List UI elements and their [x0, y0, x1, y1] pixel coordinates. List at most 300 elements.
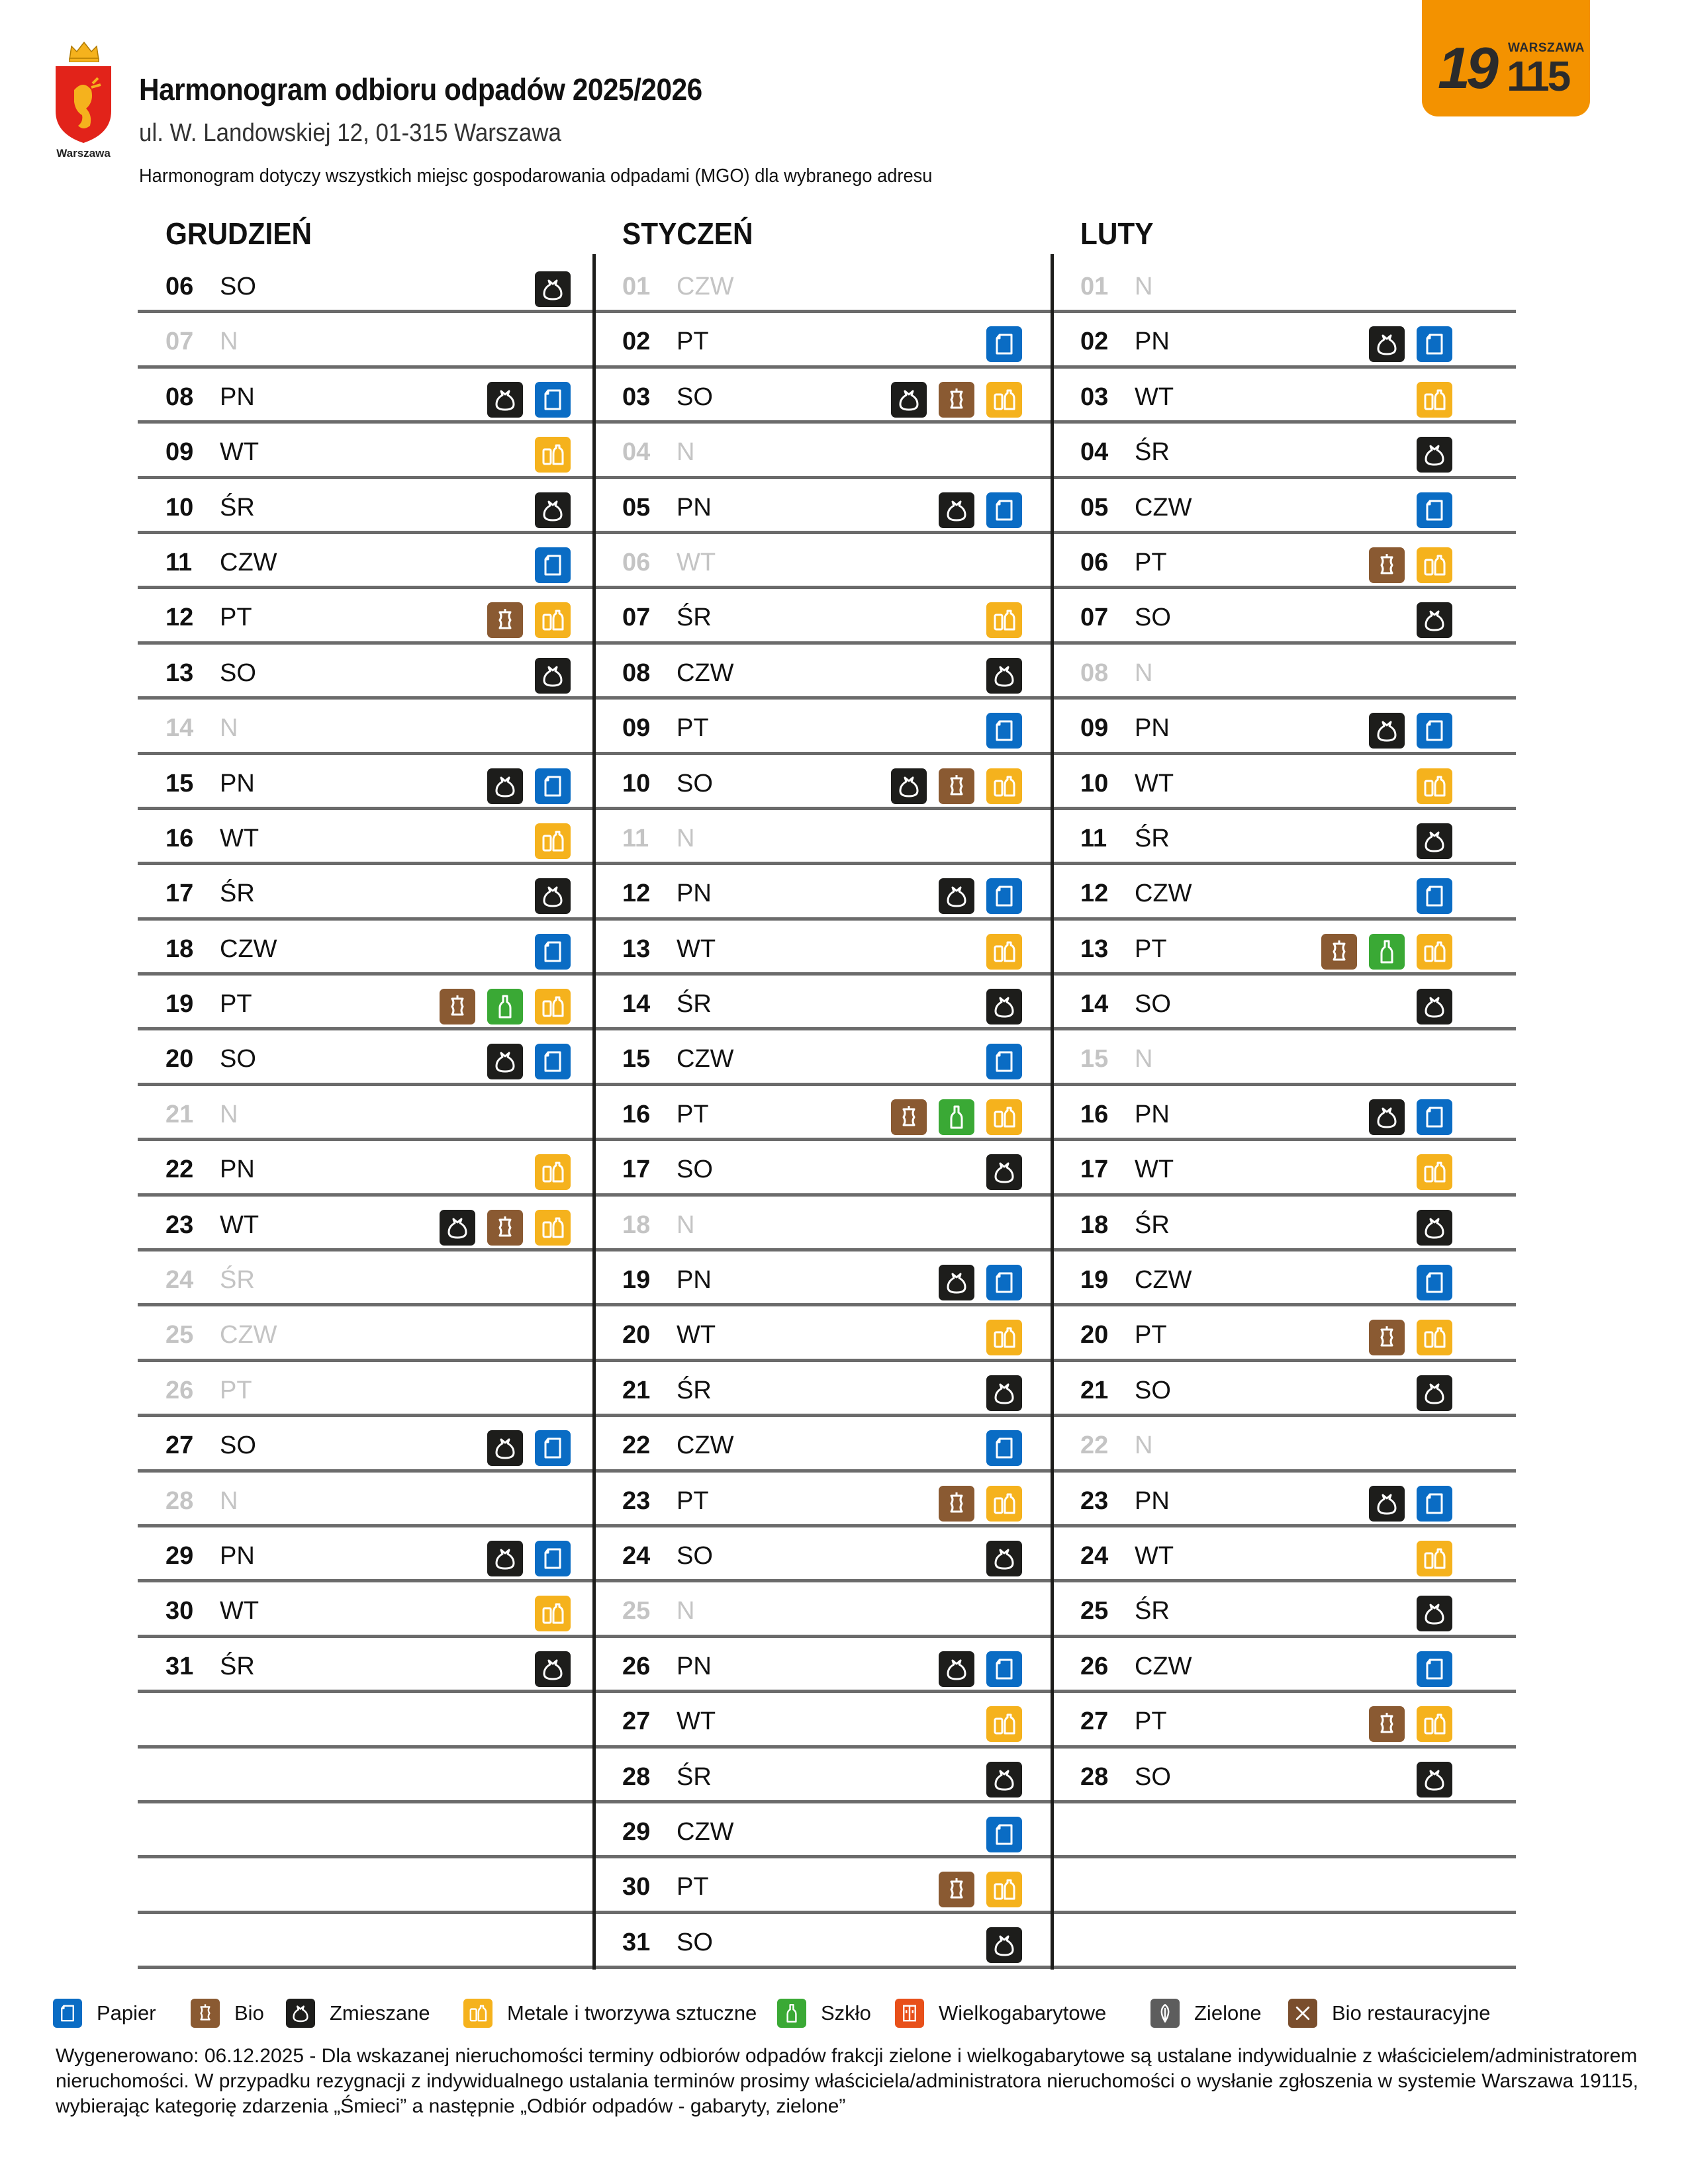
day-row	[594, 976, 1053, 1030]
waste-icons	[986, 713, 1022, 749]
day-row	[1053, 645, 1516, 700]
day-number: 21	[165, 1100, 194, 1128]
weekday: N	[677, 1597, 695, 1625]
crest-label: Warszawa	[56, 147, 111, 159]
weekday: ŚR	[677, 1762, 712, 1791]
mixed-waste-icon	[1417, 989, 1452, 1024]
waste-icons	[1417, 1265, 1452, 1300]
day-number: 18	[622, 1210, 651, 1239]
day-row	[594, 1417, 1053, 1472]
day-row	[594, 313, 1053, 368]
waste-icons	[939, 1651, 1022, 1687]
mixed-waste-icon	[535, 1651, 571, 1687]
paper-icon	[1417, 1265, 1452, 1300]
weekday: PT	[677, 328, 709, 356]
weekday: SO	[1135, 604, 1171, 632]
month-column-december	[138, 204, 594, 1969]
mixed-waste-icon	[1369, 1486, 1405, 1522]
day-row	[138, 1417, 594, 1472]
waste-icons	[891, 382, 1022, 418]
day-number: 18	[165, 934, 194, 963]
day-row	[594, 258, 1053, 313]
metal-plastic-icon	[535, 823, 571, 859]
warszawa-19115-badge[interactable]	[1422, 0, 1590, 116]
day-number: 17	[1080, 1156, 1109, 1184]
weekday: PN	[1135, 1486, 1170, 1515]
mixed-waste-icon	[1417, 823, 1452, 859]
day-row	[1053, 1251, 1516, 1306]
waste-icons	[1417, 1210, 1452, 1246]
weekday: WT	[677, 548, 716, 576]
day-row	[1053, 921, 1516, 976]
waste-icons	[1369, 1320, 1452, 1355]
day-row	[138, 479, 594, 534]
day-number: 13	[1080, 934, 1109, 963]
page-title: Harmonogram odbioru odpadów 2025/2026	[139, 72, 702, 107]
glass-icon	[939, 1099, 974, 1135]
day-row	[594, 1749, 1053, 1803]
legend-label: Szkło	[821, 2001, 871, 2025]
waste-icons	[986, 1375, 1022, 1411]
mixed-waste-icon	[891, 382, 927, 418]
day-number: 05	[622, 493, 651, 522]
waste-icons	[440, 1210, 571, 1246]
paper-icon	[1417, 1651, 1452, 1687]
day-row	[594, 424, 1053, 478]
day-number: 30	[165, 1597, 194, 1625]
weekday: PT	[677, 714, 709, 743]
waste-icons	[986, 602, 1022, 638]
waste-icons	[1417, 1762, 1452, 1797]
legend-label: Bio	[234, 2001, 264, 2025]
day-row	[1053, 534, 1516, 589]
weekday: ŚR	[677, 990, 712, 1019]
weekday: CZW	[1135, 493, 1192, 522]
day-row	[1053, 1582, 1516, 1637]
day-row	[138, 755, 594, 810]
badge-prefix: 19	[1438, 35, 1495, 101]
legend-item-papier	[53, 1999, 156, 2028]
day-number: 09	[622, 714, 651, 743]
column-divider	[592, 254, 596, 1970]
mixed-waste-icon	[535, 271, 571, 307]
legend-item-metale	[463, 1999, 757, 2028]
schedule-note: Harmonogram dotyczy wszystkich miejsc gospodarowania odpadami (MGO) dla wybranego adresu	[139, 165, 933, 187]
waste-icons	[1369, 1706, 1452, 1742]
day-number: 03	[622, 383, 651, 411]
waste-icons	[487, 1430, 571, 1466]
weekday: PT	[677, 1486, 709, 1515]
paper-icon	[535, 934, 571, 970]
day-number: 19	[1080, 1266, 1109, 1295]
day-number: 11	[165, 548, 193, 576]
weekday: PT	[677, 1873, 709, 1901]
day-number: 17	[622, 1156, 651, 1184]
day-number: 01	[1080, 273, 1109, 300]
weekday: PN	[1135, 328, 1170, 356]
warsaw-crest	[48, 40, 119, 165]
month-title: LUTY	[1080, 216, 1154, 251]
day-number: 07	[165, 328, 194, 356]
paper-icon	[986, 878, 1022, 914]
metal-plastic-icon	[535, 1210, 571, 1246]
weekday: SO	[220, 273, 256, 300]
day-row	[138, 1638, 594, 1693]
day-number: 07	[622, 604, 651, 632]
weekday: CZW	[1135, 1652, 1192, 1680]
weekday: WT	[220, 1597, 259, 1625]
weekday: ŚR	[1135, 1210, 1170, 1239]
mixed-waste-icon	[535, 658, 571, 694]
weekday: ŚR	[677, 1376, 712, 1404]
day-number: 13	[622, 934, 651, 963]
day-row	[594, 810, 1053, 865]
weekday: N	[220, 714, 238, 743]
day-row	[594, 1251, 1053, 1306]
mixed-waste-icon	[487, 1430, 523, 1466]
waste-icons	[986, 1044, 1022, 1079]
column-divider	[1051, 254, 1054, 1970]
waste-icons	[891, 768, 1022, 804]
paper-icon	[986, 1430, 1022, 1466]
weekday: N	[677, 1210, 695, 1239]
day-row	[138, 313, 594, 368]
waste-icons	[535, 878, 571, 914]
day-row	[1053, 1141, 1516, 1196]
waste-icons	[986, 658, 1022, 694]
day-row	[594, 534, 1053, 589]
day-number: 20	[622, 1321, 651, 1349]
paper-icon	[535, 382, 571, 418]
weekday: CZW	[677, 273, 734, 300]
mixed-waste-icon	[891, 768, 927, 804]
day-row	[1053, 1749, 1516, 1803]
mixed-waste-icon	[1369, 713, 1405, 749]
day-row	[138, 1749, 594, 1803]
day-number: 12	[1080, 880, 1109, 908]
day-row	[1053, 1858, 1516, 1913]
weekday: SO	[1135, 1762, 1171, 1791]
day-row	[1053, 1914, 1516, 1969]
mixed-waste-icon	[535, 492, 571, 528]
day-number: 09	[165, 438, 194, 467]
day-number: 14	[1080, 990, 1109, 1019]
day-number: 13	[165, 659, 194, 687]
bio-icon	[891, 1099, 927, 1135]
day-row	[1053, 1086, 1516, 1141]
day-row	[138, 1306, 594, 1361]
day-number: 08	[622, 659, 651, 687]
waste-icons	[1369, 1099, 1452, 1135]
weekday: CZW	[1135, 1266, 1192, 1295]
day-row	[1053, 1197, 1516, 1251]
day-number: 22	[165, 1156, 194, 1184]
bio-icon	[1369, 547, 1405, 583]
day-number: 23	[1080, 1486, 1109, 1515]
day-row	[1053, 1473, 1516, 1527]
waste-icons	[939, 1265, 1022, 1300]
glass-icon	[487, 989, 523, 1024]
mixed-waste-icon	[986, 1541, 1022, 1576]
legend-label: Papier	[97, 2001, 156, 2025]
waste-icons	[986, 1154, 1022, 1190]
bio-icon	[1321, 934, 1357, 970]
day-number: 02	[622, 328, 651, 356]
weekday: PN	[220, 769, 255, 797]
day-row	[138, 369, 594, 424]
weekday: SO	[1135, 1376, 1171, 1404]
weekday: ŚR	[220, 880, 255, 908]
day-number: 23	[622, 1486, 651, 1515]
paper-icon	[986, 1651, 1022, 1687]
waste-icons	[1369, 326, 1452, 362]
day-row	[138, 865, 594, 920]
day-number: 24	[1080, 1541, 1109, 1570]
day-row	[594, 589, 1053, 644]
day-row	[594, 1362, 1053, 1417]
day-number: 27	[622, 1707, 651, 1736]
glass-icon	[1369, 934, 1405, 970]
day-row	[138, 645, 594, 700]
weekday: SO	[220, 1432, 256, 1460]
day-row	[594, 921, 1053, 976]
waste-icons	[535, 492, 571, 528]
day-number: 25	[622, 1597, 651, 1625]
metal-plastic-icon	[535, 989, 571, 1024]
day-row	[138, 976, 594, 1030]
day-number: 31	[622, 1928, 651, 1956]
weekday: N	[1135, 659, 1153, 687]
weekday: PT	[1135, 1707, 1167, 1736]
weekday: PN	[220, 1156, 255, 1184]
legend-item-bio	[191, 1999, 264, 2028]
weekday: ŚR	[220, 1652, 255, 1680]
day-row	[1053, 810, 1516, 865]
paper-icon	[1417, 713, 1452, 749]
legend	[53, 1999, 1642, 2036]
weekday: PN	[220, 1541, 255, 1570]
waste-icons	[986, 1430, 1022, 1466]
day-number: 24	[165, 1266, 194, 1295]
day-number: 05	[1080, 493, 1109, 522]
day-number: 16	[1080, 1100, 1109, 1128]
bio-icon	[939, 768, 974, 804]
weekday: WT	[1135, 769, 1174, 797]
day-number: 15	[622, 1045, 651, 1073]
weekday: SO	[677, 769, 713, 797]
month-title: STYCZEŃ	[622, 216, 753, 251]
day-number: 26	[622, 1652, 651, 1680]
metal-plastic-icon	[1417, 1706, 1452, 1742]
metal-plastic-icon	[986, 934, 1022, 970]
bio-icon	[939, 1872, 974, 1907]
month-column-february	[1053, 204, 1516, 1969]
day-row	[594, 1638, 1053, 1693]
waste-icons	[986, 1817, 1022, 1852]
mixed-waste-icon	[286, 1999, 315, 2028]
legend-label: Zielone	[1194, 2001, 1262, 2025]
day-row	[594, 645, 1053, 700]
waste-icons	[986, 934, 1022, 970]
day-number: 20	[1080, 1321, 1109, 1349]
day-number: 15	[1080, 1045, 1109, 1073]
weekday: PN	[677, 1652, 712, 1680]
month-column-january	[594, 204, 1053, 1969]
weekday: ŚR	[220, 493, 255, 522]
weekday: WT	[677, 1707, 716, 1736]
day-number: 28	[622, 1762, 651, 1791]
metal-plastic-icon	[1417, 1320, 1452, 1355]
day-number: 27	[1080, 1707, 1109, 1736]
weekday: CZW	[1135, 880, 1192, 908]
day-row	[594, 1306, 1053, 1361]
day-row	[138, 1086, 594, 1141]
paper-icon	[986, 1044, 1022, 1079]
metal-plastic-icon	[535, 1154, 571, 1190]
weekday: PT	[1135, 934, 1167, 963]
mixed-waste-icon	[986, 1154, 1022, 1190]
day-number: 17	[165, 880, 194, 908]
weekday: PN	[1135, 714, 1170, 743]
waste-icons	[1417, 823, 1452, 859]
legend-label: Zmieszane	[330, 2001, 430, 2025]
day-row	[138, 1473, 594, 1527]
waste-icons	[535, 1596, 571, 1631]
metal-plastic-icon	[1417, 547, 1452, 583]
waste-icons	[986, 1320, 1022, 1355]
weekday: WT	[1135, 1156, 1174, 1184]
weekday: WT	[220, 824, 259, 852]
mixed-waste-icon	[1417, 1210, 1452, 1246]
day-row	[138, 258, 594, 313]
waste-icons	[535, 271, 571, 307]
weekday: N	[677, 824, 695, 852]
weekday: WT	[1135, 383, 1174, 411]
day-row	[594, 700, 1053, 754]
day-row	[1053, 1803, 1516, 1858]
weekday: WT	[677, 1321, 716, 1349]
paper-icon	[1417, 492, 1452, 528]
waste-icons	[535, 547, 571, 583]
weekday: PN	[1135, 1100, 1170, 1128]
waste-icons	[1417, 1651, 1452, 1687]
paper-icon	[535, 1044, 571, 1079]
day-row	[138, 1197, 594, 1251]
waste-icons	[487, 768, 571, 804]
legend-item-zmieszane	[286, 1999, 430, 2028]
mixed-waste-icon	[487, 768, 523, 804]
day-row	[1053, 865, 1516, 920]
day-number: 15	[165, 769, 194, 797]
weekday: CZW	[677, 659, 734, 687]
weekday: SO	[677, 1156, 713, 1184]
day-row	[594, 1914, 1053, 1969]
weekday: PT	[220, 1376, 252, 1404]
mixed-waste-icon	[487, 382, 523, 418]
weekday: CZW	[677, 1432, 734, 1460]
day-row	[138, 1527, 594, 1582]
weekday: N	[220, 1486, 238, 1515]
day-number: 03	[1080, 383, 1109, 411]
weekday: SO	[1135, 990, 1171, 1019]
legend-item-wielkogabarytowe	[895, 1999, 1106, 2028]
metal-plastic-icon	[535, 437, 571, 473]
waste-icons	[986, 1762, 1022, 1797]
day-row	[594, 1803, 1053, 1858]
day-number: 07	[1080, 604, 1109, 632]
restaurant-bio-icon	[1288, 1999, 1317, 2028]
day-number: 06	[1080, 548, 1109, 576]
weekday: CZW	[220, 934, 277, 963]
waste-icons	[891, 1099, 1022, 1135]
metal-plastic-icon	[463, 1999, 492, 2028]
day-row	[1053, 976, 1516, 1030]
waste-icons	[1417, 1154, 1452, 1190]
day-number: 14	[622, 990, 651, 1019]
day-number: 19	[622, 1266, 651, 1295]
day-number: 04	[1080, 438, 1109, 467]
bio-icon	[1369, 1706, 1405, 1742]
waste-icons	[1417, 437, 1452, 473]
day-row	[138, 921, 594, 976]
metal-plastic-icon	[986, 1872, 1022, 1907]
weekday: N	[1135, 273, 1153, 300]
weekday: PT	[1135, 1321, 1167, 1349]
paper-icon	[1417, 878, 1452, 914]
bio-icon	[487, 602, 523, 638]
day-number: 14	[165, 714, 194, 743]
waste-icons	[939, 878, 1022, 914]
waste-icons	[535, 437, 571, 473]
day-row	[1053, 424, 1516, 478]
weekday: ŚR	[1135, 438, 1170, 467]
mixed-waste-icon	[535, 878, 571, 914]
weekday: PN	[677, 880, 712, 908]
paper-icon	[986, 1817, 1022, 1852]
paper-icon	[986, 713, 1022, 749]
day-number: 08	[165, 383, 194, 411]
month-title: GRUDZIEŃ	[165, 216, 312, 251]
day-row	[138, 534, 594, 589]
waste-icons	[1417, 1375, 1452, 1411]
day-row	[138, 810, 594, 865]
waste-icons	[986, 989, 1022, 1024]
waste-icons	[986, 1541, 1022, 1576]
day-row	[1053, 1638, 1516, 1693]
paper-icon	[535, 547, 571, 583]
mixed-waste-icon	[939, 1265, 974, 1300]
glass-icon	[777, 1999, 806, 2028]
day-number: 18	[1080, 1210, 1109, 1239]
day-number: 28	[1080, 1762, 1109, 1791]
day-row	[138, 1030, 594, 1085]
mixed-waste-icon	[939, 878, 974, 914]
paper-icon	[1417, 1099, 1452, 1135]
day-row	[594, 1197, 1053, 1251]
bio-icon	[939, 1486, 974, 1522]
day-row	[138, 1914, 594, 1969]
metal-plastic-icon	[986, 1706, 1022, 1742]
weekday: SO	[220, 659, 256, 687]
day-row	[138, 424, 594, 478]
day-number: 25	[165, 1321, 194, 1349]
legend-label: Metale i tworzywa sztuczne	[507, 2001, 757, 2025]
weekday: N	[1135, 1045, 1153, 1073]
weekday: CZW	[220, 548, 277, 576]
waste-icons	[986, 1706, 1022, 1742]
waste-icons	[1417, 492, 1452, 528]
metal-plastic-icon	[986, 1099, 1022, 1135]
